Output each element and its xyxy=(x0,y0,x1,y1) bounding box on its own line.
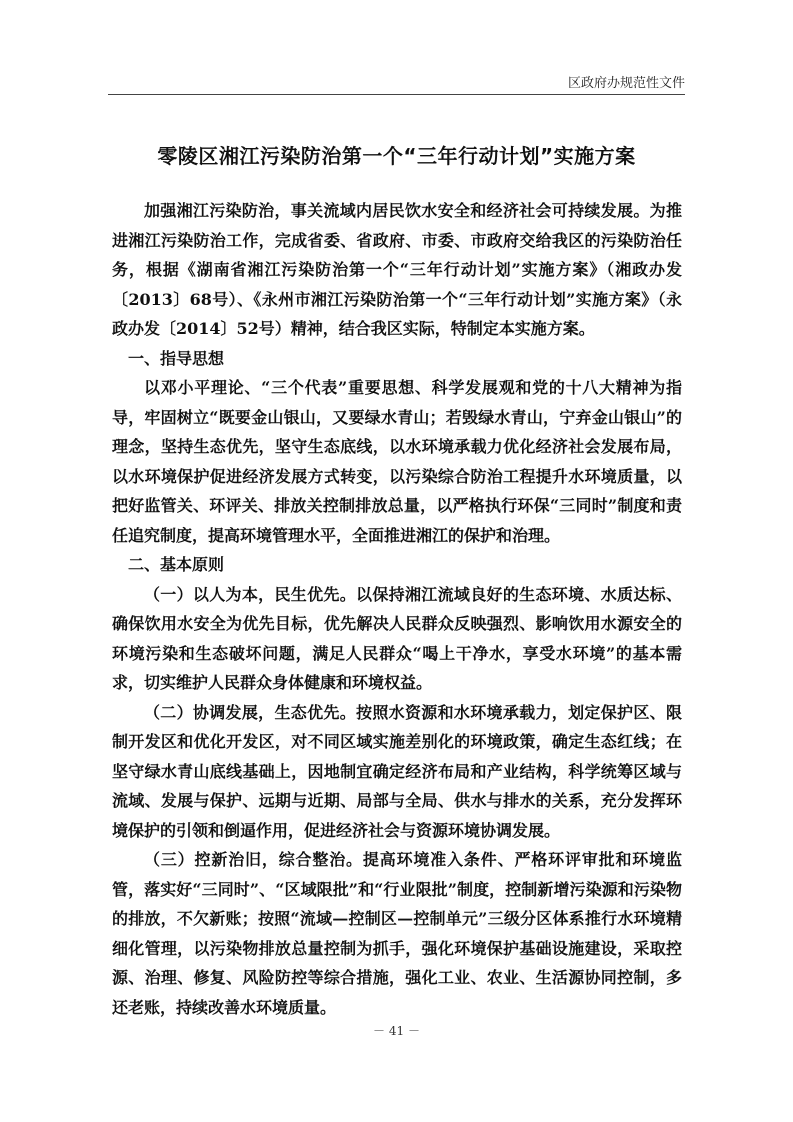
page-number: － 41 － xyxy=(373,1024,420,1038)
intro-paragraph: 加强湘江污染防治，事关流域内居民饮水安全和经济社会可持续发展。为推进湘江污染防治工作，完成省委、省政府、市委、市政府交给我区的污染防治任务，根据《湖南省湘江污染防治第一个“三年行动计划”实施方案》（湘政办发〔2013〕68号）、《永州市湘江污染防治第一个“三年行动计划”实施方案》（永政办发〔2014〕52号）精神，结合我区实际，特制定本实施方案。 xyxy=(112,201,682,338)
principle-paragraph-2: （二）协调发展，生态优先。按照水资源和水环境承载力，划定保护区、限制开发区和优化开发区，对不同区域实施差别化的环境政策，确定生态红线；在坚守绿水青山底线基础上，因地制宜确定经济布局和产业结构，科学统筹区域与流域、发展与保护、远期与近期、局部与全局、供水与排水的关系，充分发挥环境保护的引领和倒逼作用，促进经济社会与资源环境协调发展。 xyxy=(112,702,682,840)
principle-paragraph-3: （三）控新治旧，综合整治。提高环境准入条件、严格环评审批和环境监管，落实好“三同时”、“区域限批”和“行业限批”制度，控制新增污染源和污染物的排放，不欠新账；按照“流域—控制区—控制单元”三级分区体系推行水环境精细化管理，以污染物排放总量控制为抓手，强化环境保护基础设施建设，采取控源、治理、修复、风险防控等综合措施，强化工业、农业、生活源协同控制，多还老账，持续改善水环境质量。 xyxy=(112,850,682,1017)
document-category-header: 区政府办规范性文件 xyxy=(567,76,685,91)
guiding-ideology-paragraph: 以邓小平理论、“三个代表”重要思想、科学发展观和党的十八大精神为指导，牢固树立“既要金山银山，又要绿水青山；若毁绿水青山，宁弃金山银山”的理念，坚持生态优先，坚守生态底线，以水环境承载力优化经济社会发展布局，以水环境保护促进经济发展方式转变，以污染综合防治工程提升水环境质量，以把好监管关、环评关、排放关控制排放总量，以严格执行环保“三同时”制度和责任追究制度，提高环境管理水平，全面推进湘江的保护和治理。 xyxy=(112,378,682,545)
section-heading-guiding-ideology: 一、指导思想 xyxy=(128,348,225,368)
header-divider xyxy=(108,94,685,95)
document-title: 零陵区湘江污染防治第一个“三年行动计划”实施方案 xyxy=(157,144,636,168)
section-heading-basic-principles: 二、基本原则 xyxy=(128,555,225,574)
principle-paragraph-1: （一）以人为本，民生优先。以保持湘江流域良好的生态环境、水质达标、确保饮用水安全为优先目标，优先解决人民群众反映强烈、影响饮用水源安全的环境污染和生态破坏问题，满足人民群众“喝上干净水，享受水环境”的基本需求，切实维护人民群众身体健康和环境权益。 xyxy=(112,584,682,692)
document-body xyxy=(112,196,682,1022)
